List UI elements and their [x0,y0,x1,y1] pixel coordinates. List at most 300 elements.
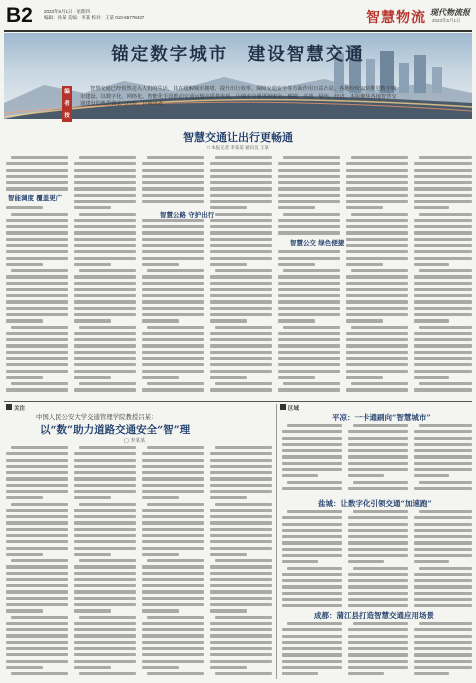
text-line [282,462,342,465]
text-line [74,344,136,347]
text-line [74,363,136,366]
text-line [414,647,472,650]
text-line [79,382,136,385]
text-line [142,584,204,587]
text-line [147,446,204,449]
text-line [11,616,68,619]
text-line [210,547,272,550]
text-line [414,363,472,366]
text-line [210,484,272,487]
text-line [282,585,342,588]
text-line [6,282,68,285]
article-column-3 [142,156,204,395]
text-line [278,388,340,391]
text-line [346,319,383,322]
text-line [74,653,136,656]
text-line [278,219,340,222]
text-line [346,294,408,297]
text-line [282,653,342,656]
text-line [414,263,449,266]
text-line [414,579,472,582]
text-line [414,666,472,669]
text-line [142,647,204,650]
text-line [278,169,340,172]
text-line [346,282,408,285]
text-line [74,540,136,543]
text-line [142,609,179,612]
text-line [348,660,408,663]
text-line [210,465,272,468]
text-line [414,370,472,373]
text-line [215,269,272,272]
text-line [210,628,272,631]
text-line [210,496,247,499]
text-line [142,484,204,487]
text-line [282,548,342,551]
text-line [6,238,68,241]
text-line [6,603,68,606]
text-line [74,219,136,222]
text-line [74,521,136,524]
text-line [414,175,472,178]
text-line [346,357,408,360]
text-line [6,540,68,543]
text-line [6,666,43,669]
text-line [210,319,247,322]
text-line [210,282,272,285]
text-line [348,598,408,601]
text-line [6,477,68,480]
text-line [282,666,342,669]
text-line [6,219,68,222]
text-line [210,313,272,316]
text-line [11,382,68,385]
text-line [74,578,136,581]
text-line [414,462,472,465]
text-line [353,481,408,484]
text-line [348,455,408,458]
text-line [11,326,68,329]
tag-label-region: 区域 [288,406,300,412]
text-line [6,357,68,360]
text-line [79,616,136,619]
text-line [348,443,408,446]
text-line [210,388,272,391]
text-line [346,376,383,379]
text-line [74,547,136,550]
text-line [215,213,272,216]
text-line [282,660,342,663]
text-line [6,496,43,499]
text-line [74,388,136,391]
text-line [414,653,472,656]
text-line [142,244,204,247]
text-line [346,206,383,209]
text-line [278,351,340,354]
text-line [419,424,472,427]
text-line [210,332,272,335]
text-line [74,641,136,644]
text-line [414,187,472,190]
text-line [210,578,272,581]
text-line [6,175,68,178]
text-line [11,672,68,675]
text-line [142,452,204,455]
text-line [6,572,68,575]
text-line [11,446,68,449]
text-line [210,357,272,360]
text-line [142,540,204,543]
text-line [210,250,272,253]
text-line [6,628,68,631]
text-line [282,541,342,544]
text-line [414,351,472,354]
text-line [210,653,272,656]
page-header [4,4,472,32]
text-line [74,244,136,247]
text-line [210,288,272,291]
text-line [278,206,315,209]
text-line [210,452,272,455]
text-line [414,554,472,557]
text-line [6,484,68,487]
text-line [282,672,318,675]
article-title: 智慧交通让出行更畅通 [183,131,293,144]
text-line [278,344,340,347]
text-line [282,641,342,644]
tag-marker [6,404,12,410]
text-line [6,388,68,391]
region-story-title-2: 盐城：让数字化引领交通“加速跑” [318,499,432,508]
text-line [74,628,136,631]
text-line [142,200,204,203]
text-line [142,509,204,512]
text-line [142,162,204,165]
text-line [282,635,342,638]
text-line [348,666,408,669]
text-line [346,363,408,366]
text-line [414,338,472,341]
text-line [210,634,272,637]
text-line [74,288,136,291]
text-line [414,275,472,278]
text-line [11,213,68,216]
text-line [74,238,136,241]
text-line [215,503,272,506]
text-line [346,194,408,197]
region-story-2-col-1 [282,510,342,611]
text-line [6,521,68,524]
text-line [283,213,340,216]
text-line [74,515,136,518]
text-line [11,156,68,159]
text-line [348,430,408,433]
text-line [142,307,204,310]
text-line [74,471,136,474]
text-line [142,169,204,172]
text-line [74,231,136,234]
text-line [74,250,136,253]
text-line [348,592,408,595]
column-divider [276,404,277,679]
text-line [74,332,136,335]
text-line [210,169,272,172]
text-line [282,487,342,490]
story-column-2 [74,446,136,678]
text-line [348,474,384,477]
text-line [74,275,136,278]
text-line [210,231,272,234]
text-line [74,647,136,650]
text-line [142,565,204,568]
text-line [210,509,272,512]
text-line [414,585,472,588]
text-line [142,351,204,354]
text-line [79,559,136,562]
story-column-4 [210,446,272,678]
text-line [348,449,408,452]
text-line [346,231,408,234]
text-line [6,578,68,581]
text-line [287,622,342,625]
text-line [210,477,272,480]
text-line [79,326,136,329]
text-line [74,319,111,322]
text-line [414,516,472,519]
text-line [414,313,472,316]
text-line [346,250,408,253]
text-line [142,344,204,347]
text-line [74,465,136,468]
text-line [414,604,472,607]
text-line [142,263,179,266]
text-line [414,282,472,285]
text-line [74,634,136,637]
text-line [142,275,204,278]
text-line [210,471,272,474]
text-line [414,250,472,253]
tag-marker [280,404,286,410]
text-line [414,443,472,446]
header-meta [44,9,144,21]
text-line [147,156,204,159]
text-line [278,162,340,165]
text-line [346,244,408,247]
text-line [142,194,204,197]
text-line [210,647,272,650]
article-column-6 [346,156,408,395]
text-line [210,263,247,266]
text-line [6,244,68,247]
text-line [282,598,342,601]
text-line [287,424,342,427]
text-line [142,590,204,593]
text-line [142,578,204,581]
text-line [282,437,342,440]
text-line [74,477,136,480]
text-line [6,307,68,310]
region-story-2-col-3 [414,510,472,611]
text-line [348,628,408,631]
text-line [210,376,247,379]
text-line [282,430,342,433]
text-line [414,672,449,675]
region-story-title-1: 平凉：一卡通刷向“智慧城市” [332,413,431,422]
text-line [142,282,204,285]
text-line [348,523,408,526]
text-line [210,200,272,203]
text-line [348,579,408,582]
text-line [6,300,68,303]
text-line [346,300,408,303]
text-line [142,534,204,537]
text-line [414,430,472,433]
text-line [346,388,408,391]
text-line [414,294,472,297]
text-line [282,560,318,563]
text-line [287,510,342,513]
text-line [278,181,340,184]
section-head-3: 智慧公交 绿色便捷 [290,239,345,247]
text-line [142,634,204,637]
text-line [348,647,408,650]
text-line [215,616,272,619]
text-line [210,338,272,341]
text-line [414,560,449,563]
text-line [6,332,68,335]
text-line [6,641,68,644]
text-line [6,597,68,600]
story-kicker: 中国人民公安大学交通管理学院教授吕某： [36,413,158,421]
text-line [419,382,472,385]
text-line [210,300,272,303]
text-line [414,219,472,222]
text-line [142,622,204,625]
text-line [348,437,408,440]
text-line [282,579,342,582]
text-line [6,647,68,650]
text-line [74,660,136,663]
text-line [147,672,204,675]
text-line [79,156,136,159]
text-line [278,319,315,322]
text-line [142,370,204,373]
text-line [6,515,68,518]
text-line [419,213,472,216]
text-line [414,169,472,172]
text-line [282,554,342,557]
region-story-3-col-3 [414,622,472,679]
text-line [6,344,68,347]
header-editors: 编辑：孙某 美编：李某 校对：王某 010-65778437 [44,15,145,20]
text-line [346,263,383,266]
region-story-3-col-1 [282,622,342,679]
text-line [74,162,136,165]
text-line [419,269,472,272]
text-line [210,641,272,644]
text-line [142,219,204,222]
text-line [282,592,342,595]
text-line [414,238,472,241]
text-line [210,622,272,625]
text-line [346,162,408,165]
text-line [346,181,408,184]
text-line [147,559,204,562]
text-line [210,363,272,366]
text-line [287,567,342,570]
region-story-1-col-2 [348,424,408,493]
text-line [6,376,43,379]
text-line [11,559,68,562]
text-line [282,468,342,471]
text-line [278,300,340,303]
text-line [6,459,68,462]
text-line [346,344,408,347]
text-line [210,515,272,518]
text-line [74,307,136,310]
text-line [74,459,136,462]
text-line [210,225,272,228]
text-line [278,187,340,190]
text-line [414,455,472,458]
text-line [353,567,408,570]
text-line [414,307,472,310]
text-line [6,275,68,278]
text-line [278,307,340,310]
text-line [74,490,136,493]
text-line [346,313,408,316]
text-line [142,257,204,260]
text-line [142,294,204,297]
text-line [278,294,340,297]
region-story-title-3: 成都：蒲江县打造智慧交通应用场景 [314,611,434,620]
text-line [210,660,272,663]
text-line [142,653,204,656]
text-line [346,175,408,178]
text-line [6,634,68,637]
text-line [278,231,340,234]
text-line [142,459,204,462]
text-line [282,443,342,446]
text-line [74,294,136,297]
text-line [11,503,68,506]
text-line [414,162,472,165]
text-line [414,288,472,291]
text-line [414,244,472,247]
text-line [210,344,272,347]
text-line [346,257,408,260]
text-line [74,528,136,531]
text-line [414,206,449,209]
text-line [79,446,136,449]
text-line [210,528,272,531]
text-line [414,573,472,576]
text-line [142,528,204,531]
text-line [74,370,136,373]
text-line [147,269,204,272]
text-line [142,515,204,518]
text-line [414,598,472,601]
text-line [142,319,179,322]
text-line [282,516,342,519]
text-line [6,257,68,260]
text-line [79,672,136,675]
text-line [210,572,272,575]
text-line [414,200,472,203]
region-story-3-col-2 [348,622,408,679]
text-line [6,509,68,512]
text-line [11,269,68,272]
